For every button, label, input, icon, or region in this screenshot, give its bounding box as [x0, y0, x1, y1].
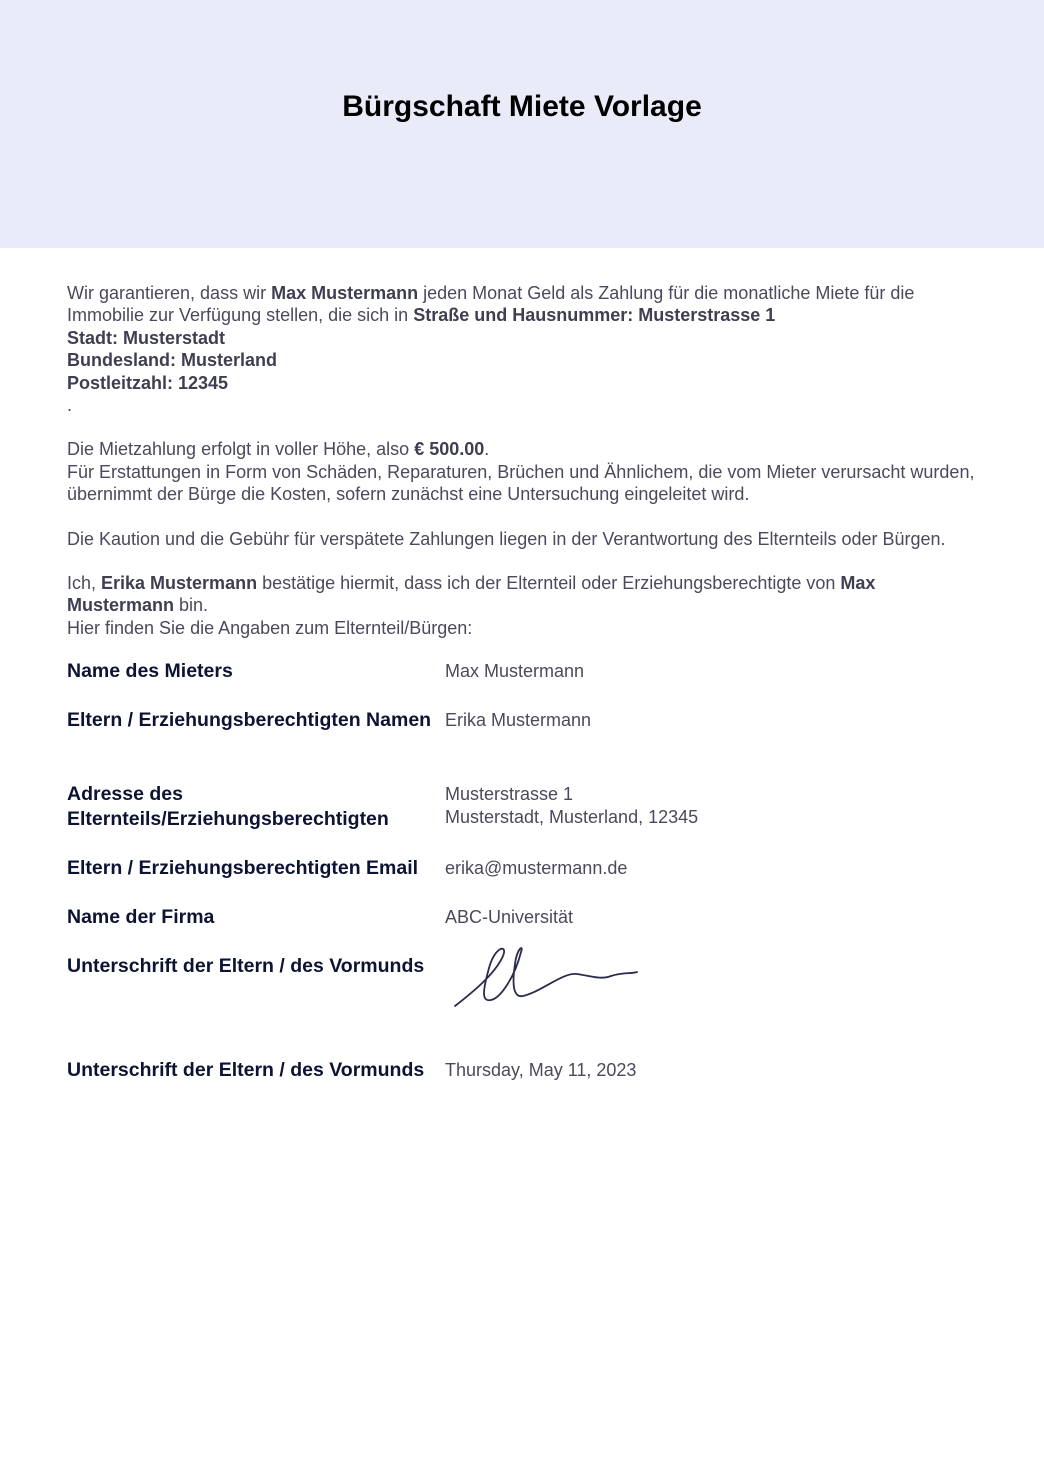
document-title: Bürgschaft Miete Vorlage [342, 90, 702, 123]
signature-value [445, 954, 978, 1058]
table-row [67, 1058, 978, 1083]
email-label: Eltern / Erziehungsberechtigten Email [67, 857, 419, 880]
tenant-name-confirm: Max Mustermann [67, 573, 876, 616]
company-label: Name der Firma [67, 906, 215, 929]
street-address: Straße und Hausnummer: Musterstrasse 1 [413, 305, 776, 326]
signature-image [451, 942, 651, 1022]
address-label: Adresse des Elternteils/Erziehungsberechtigten [67, 783, 389, 831]
parent-name-value: Erika Mustermann [445, 710, 592, 731]
document-header [0, 0, 1044, 248]
parent-name: Erika Mustermann [101, 573, 258, 594]
company-value: ABC-Universität [445, 907, 574, 928]
document-body [0, 248, 1044, 1083]
signature-date-value: Thursday, May 11, 2023 [445, 1060, 637, 1081]
table-row [67, 856, 978, 905]
address-value: Musterstrasse 1 Musterstadt, Musterland, 12345 [445, 784, 699, 827]
details-table [67, 659, 978, 1083]
intro-paragraph: Wir garantieren, dass wir Max Mustermann jeden Monat Geld als Zahlung für die monatliche Miete für die Immobilie zur Verfügung stellen, die sich in Straße und Hausnummer: Musterstrasse 1 Stadt: Musterstadt Bundesland: Musterland Postleitzahl: 12345 . [67, 283, 915, 416]
table-row [67, 782, 978, 856]
signature-date-label: Unterschrift der Eltern / des Vormunds [67, 1059, 425, 1082]
table-row [67, 708, 978, 782]
zip-code: Postleitzahl: 12345 [67, 372, 229, 393]
signature-label: Unterschrift der Eltern / des Vormunds [67, 955, 425, 978]
deposit-paragraph: Die Kaution und die Gebühr für verspätete Zahlungen liegen in der Verantwortung des Elternteils oder Bürgen. [67, 528, 946, 549]
state: Bundesland: Musterland [67, 350, 278, 371]
rent-amount: € 500.00 [414, 439, 485, 460]
table-row [67, 659, 978, 708]
payment-paragraph: Die Mietzahlung erfolgt in voller Höhe, also € 500.00. Für Erstattungen in Form von Schäden, Reparaturen, Brüchen und Ähnlichem, die vom Mieter verursacht wurden, übernimmt der Bürge die Kosten, sofern zunächst eine Untersuchung eingeleitet wird. [67, 439, 975, 505]
tenant-name: Max Mustermann [271, 283, 419, 303]
email-value: erika@mustermann.de [445, 858, 628, 879]
city: Stadt: Musterstadt [67, 327, 226, 348]
parent-name-label: Eltern / Erziehungsberechtigten Namen [67, 709, 432, 732]
confirmation-paragraph: Ich, Erika Mustermann bestätige hiermit, dass ich der Elternteil oder Erziehungsberechtigte von Max Mustermann bin. Hier finden Sie die Angaben zum Elternteil/Bürgen: [67, 573, 876, 638]
tenant-label: Name des Mieters [67, 660, 233, 683]
tenant-value: Max Mustermann [445, 661, 585, 682]
table-row [67, 954, 978, 1058]
